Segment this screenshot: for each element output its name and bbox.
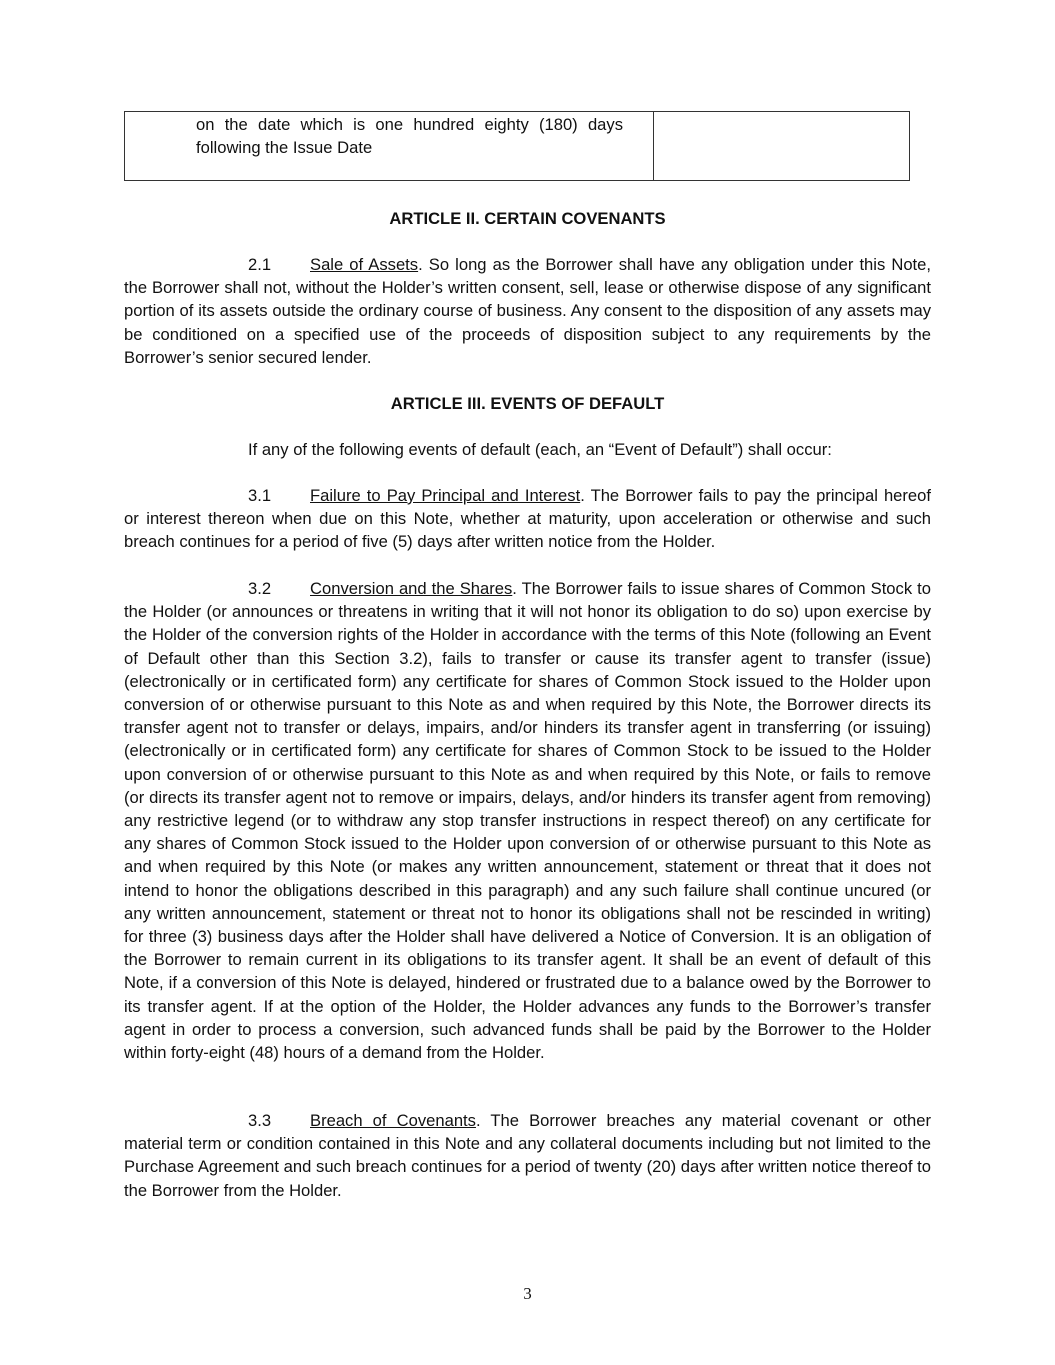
page-number: 3: [523, 1284, 532, 1303]
article-iii-heading: ARTICLE III. EVENTS OF DEFAULT: [390, 394, 665, 413]
maturity-table: [124, 111, 910, 181]
section-title: Sale of Assets: [310, 255, 419, 274]
section-3-1: [124, 484, 931, 554]
section-number: 2.1: [248, 255, 272, 274]
section-title: Breach of Covenants: [310, 1111, 476, 1130]
table-cell-right: [654, 112, 909, 180]
section-3-2: [124, 577, 931, 1064]
section-number: 3.2: [248, 579, 272, 598]
section-body: . The Borrower fails to pay the principal hereof or interest thereon when due on this Note, whether at maturity, upon acceleration or otherwise and such breach continues for a period of five (5) days after written notice from the Holder.: [124, 486, 931, 552]
article-ii-heading: ARTICLE II. CERTAIN COVENANTS: [389, 209, 666, 228]
section-title: Conversion and the Shares: [310, 579, 513, 598]
article-iii-intro: If any of the following events of default (each, an “Event of Default”) shall occur:: [248, 440, 832, 459]
section-body: . The Borrower breaches any material covenant or other material term or condition contained in this Note and any collateral documents including but not limited to the Purchase Agreement and such breach continues for a period of twenty (20) days after written notice thereof to the Borrower from the Holder.: [124, 1111, 932, 1200]
section-body: . The Borrower fails to issue shares of Common Stock to the Holder (or announces or threatens in writing that it will not honor its obligation to do so) upon exercise by the Holder of the conversion rights of the Holder in accordance with the terms of this Note (following an Event of Default other than this Section 3.2), fails to transfer or cause its transfer agent to transfer (issue) (electronically or in certificated form) any certificate for shares of Common Stock issued to the Holder upon conversion of or otherwise pursuant to this Note as and when required by this Note, the Borrower directs its transfer agent not to transfer or delays, impairs, and/or hinders its transfer agent in transferring (or issuing) (electronically or in certificated form) any certificate for shares of Common Stock to be issued to the Holder upon conversion of or otherwise pursuant to this Note as and when required by this Note, or fails to remove (or directs its transfer agent not to remove or impairs, delays, and/or hinders its transfer agent from removing) any restrictive legend (or to withdraw any stop transfer instructions in respect thereof) on any certificate for any shares of Common Stock issued to the Holder upon conversion of or otherwise pursuant to this Note as and when required by this Note (or makes any written announcement, statement or threat that it does not intend to honor the obligations described in this paragraph) and any such failure shall continue uncured (or any written announcement, statement or threat not to honor its obligations shall not be rescinded in writing) for three (3) business days after the Holder shall have delivered a Notice of Conversion. It is an obligation of the Borrower to remain current in its obligations to its transfer agent. It shall be an event of default of this Note, if a conversion of this Note is delayed, hindered or frustrated due to a balance owed by the Borrower to its transfer agent. If at the option of the Holder, the Holder advances any funds to the Borrower’s transfer agent in order to process a conversion, such advanced funds shall be paid by the Borrower to the Holder within forty-eight (48) hours of a demand from the Holder.: [124, 579, 931, 1063]
section-body: . So long as the Borrower shall have any obligation under this Note, the Borrower shall not, without the Holder’s written consent, sell, lease or otherwise dispose of any significant portion of its assets outside the ordinary course of business. Any consent to the disposition of any assets may be conditioned on a specified use of the proceeds of disposition subject to any requirements by the Borrower’s senior secured lender.: [124, 255, 932, 367]
section-number: 3.1: [248, 486, 272, 505]
section-3-3: [124, 1109, 931, 1202]
table-cell-left: on the date which is one hundred eighty (180) days following the Issue Date: [125, 112, 654, 180]
section-number: 3.3: [248, 1111, 272, 1130]
section-2-1: [124, 253, 931, 369]
section-title: Failure to Pay Principal and Interest: [310, 486, 581, 505]
